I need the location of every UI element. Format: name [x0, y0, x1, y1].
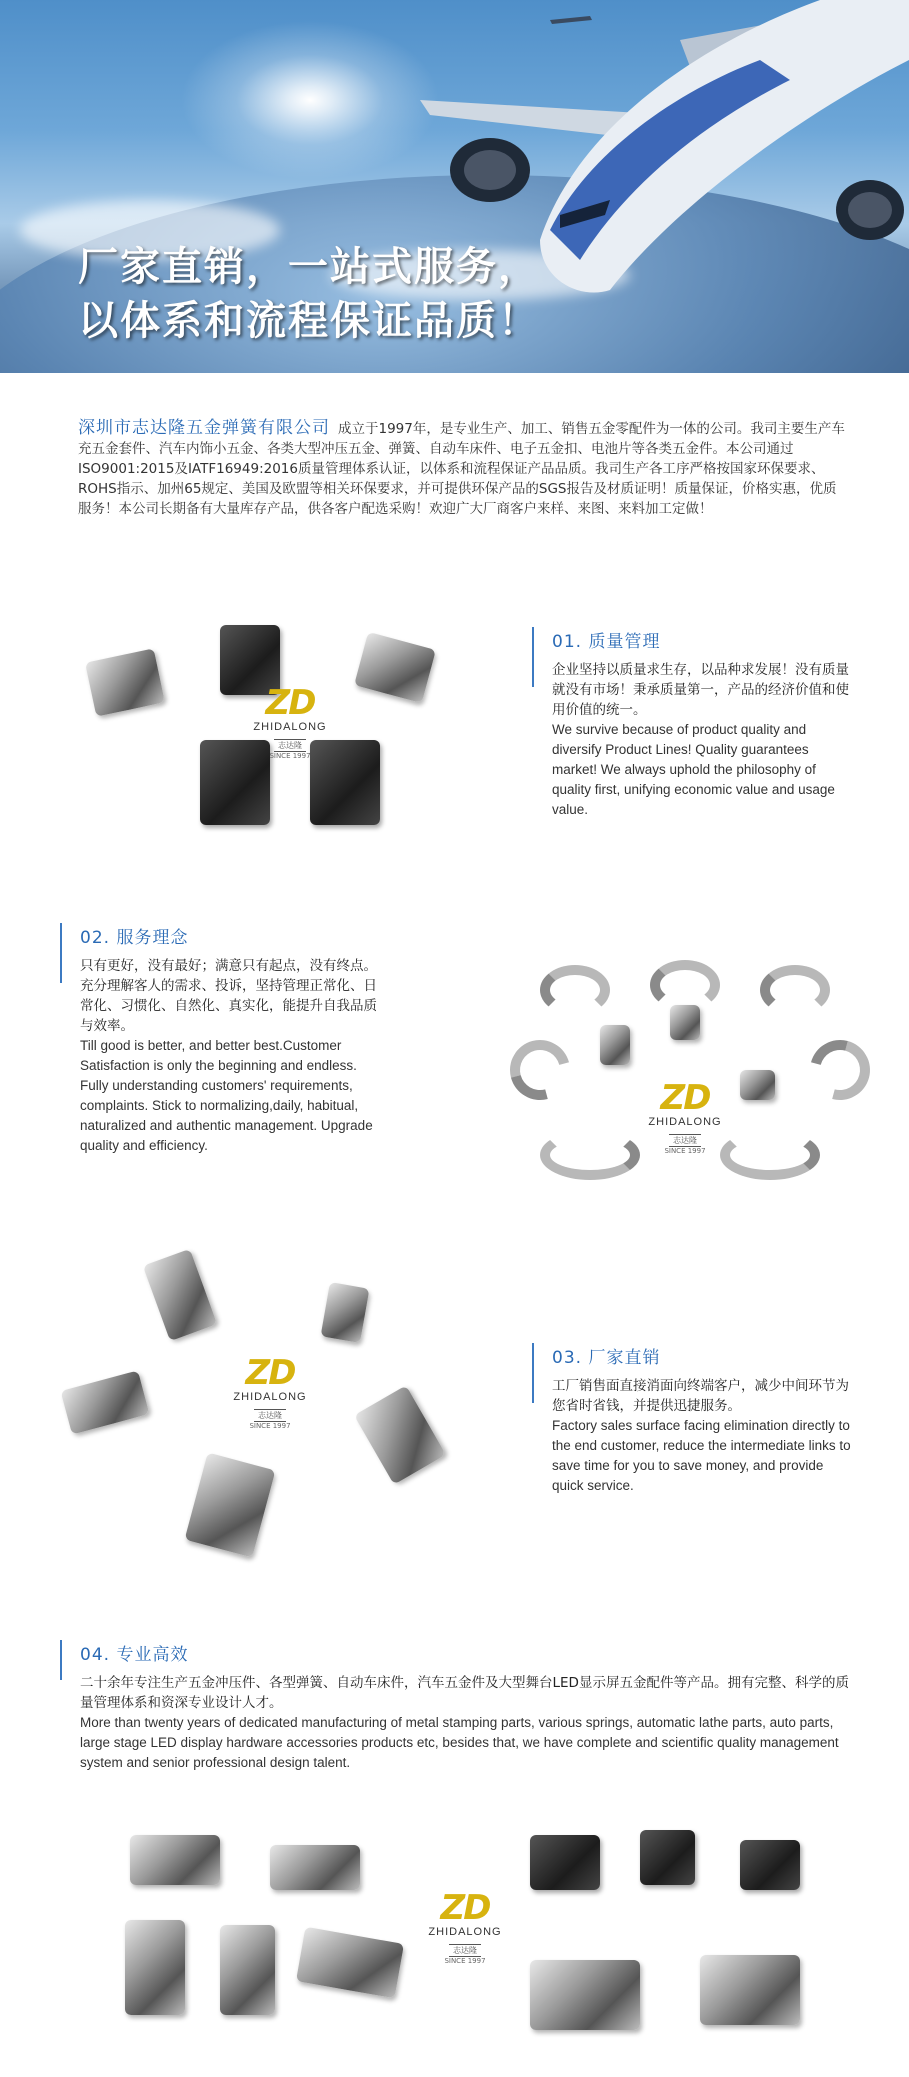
- spring-clip: [185, 1452, 276, 1557]
- section-accent-bar: [60, 1640, 62, 1680]
- section-text-en: More than twenty years of dedicated manufacturing of metal stamping parts, various springs, automatic lathe parts, auto parts, large stage LED display hardware accessories products etc, besides that, we have complete and scientific quality management system and senior professional design talent.: [80, 1715, 839, 1770]
- spring-clip: [600, 1025, 630, 1065]
- section-text-zh: 二十余年专注生产五金冲压件、各型弹簧、自动车床件，汽车五金件及大型舞台LED显示屏五金配件等产品。拥有完整、科学的质量管理体系和资深专业设计人才。: [80, 1675, 849, 1711]
- zhidalong-logo: [225, 1355, 315, 1430]
- company-intro: [78, 418, 848, 519]
- section-accent-bar: [60, 923, 62, 983]
- spring-clip: [740, 1070, 775, 1100]
- clip-part: [530, 1835, 600, 1890]
- bracket-part: [270, 1845, 360, 1890]
- product-image-1: [80, 615, 480, 845]
- spring-clip: [61, 1370, 150, 1434]
- ring-clip: [540, 1130, 640, 1180]
- spring-clip: [670, 1005, 700, 1040]
- ring-clip: [760, 965, 830, 1015]
- product-image-2: [500, 960, 880, 1200]
- section-service: [60, 923, 380, 1183]
- section-text-en: Factory sales surface facing elimination directly to the end customer, reduce the intermediate links to save time for you to save money, and provide quick service.: [552, 1418, 851, 1493]
- logo-since: SINCE 1997: [444, 1957, 486, 1965]
- section-text-zh: 只有更好，没有最好；满意只有起点，没有终点。充分理解客人的需求、投诉，坚持管理正常化、日常化、习惯化、自然化、真实化，能提升自我品质与效率。: [80, 958, 377, 1034]
- logo-mark: ZD: [245, 1353, 295, 1393]
- section-text-en: Till good is better, and better best.Customer Satisfaction is only the beginning and endless. Fully understanding customers' requirements, complaints. Stick to normalizing,daily, habitual, naturalized and authentic management. Upgrade quality and efficiency.: [80, 1038, 373, 1153]
- clip-part: [700, 1955, 800, 2025]
- logo-cn: 志达隆: [669, 1134, 701, 1147]
- ring-clip: [499, 1029, 581, 1111]
- zhidalong-logo: [420, 1890, 510, 1965]
- product-image-4: [110, 1825, 830, 2065]
- logo-cn: 志达隆: [274, 739, 306, 752]
- logo-since: SINCE 1997: [269, 752, 311, 760]
- clip-part: [85, 648, 165, 716]
- section-text-zh: 工厂销售面直接消面向终端客户，减少中间环节为您省时省钱，并提供迅捷服务。: [552, 1378, 849, 1414]
- clip-part: [640, 1830, 695, 1885]
- logo-brand: ZHIDALONG: [648, 1116, 722, 1128]
- clip-part: [530, 1960, 640, 2030]
- spring-clip: [143, 1249, 217, 1341]
- section-professional: [60, 1640, 850, 1790]
- section-text-en: We survive because of product quality and diversify Product Lines! Quality guarantees market! We always uphold the philosophy of quality first, unifying economic value and usage value.: [552, 722, 835, 817]
- clip-part: [740, 1840, 800, 1890]
- logo-mark: ZD: [440, 1888, 490, 1928]
- logo-cn: 志达隆: [254, 1409, 286, 1422]
- zhidalong-logo: [640, 1080, 730, 1155]
- intro-body: 成立于1997年，是专业生产、加工、销售五金零配件为一体的公司。我司主要生产车充五金套件、汽车内饰小五金、各类大型冲压五金、弹簧、自动车床件、电子五金扣、电池片等各类五金件。本公司通过ISO9001:2015及IATF16949:2016质量管理体系认证，以体系和流程保证产品品质。我司生产各工序严格按国家环保要求、ROHS指示、加州65规定、美国及欧盟等相关环保要求，并可提供环保产品的SGS报告及材质证明！质量保证，价格实惠，优质服务！本公司长期备有大量库存产品，供各客户配选采购！欢迎广大厂商客户来样、来图、来料加工定做！: [78, 421, 845, 517]
- logo-cn: 志达隆: [449, 1944, 481, 1957]
- ring-clip: [650, 960, 720, 1010]
- clip-part: [354, 632, 436, 703]
- spring-clip: [321, 1282, 370, 1343]
- section-accent-bar: [532, 627, 534, 687]
- ring-clip: [540, 965, 610, 1015]
- logo-since: SINCE 1997: [664, 1147, 706, 1155]
- ring-clip: [720, 1130, 820, 1180]
- section-heading: 03. 厂家直销: [552, 1348, 661, 1368]
- spring-clip: [354, 1385, 446, 1484]
- banner-line-1: 厂家直销，一站式服务，: [78, 244, 540, 290]
- section-heading: 04. 专业高效: [80, 1645, 189, 1665]
- logo-mark: ZD: [660, 1078, 710, 1118]
- section-direct-sales: [532, 1343, 852, 1523]
- bracket-part: [296, 1927, 404, 1999]
- logo-since: SINCE 1997: [249, 1422, 291, 1430]
- bracket-part: [130, 1835, 220, 1885]
- section-quality: [532, 627, 852, 837]
- company-name: 深圳市志达隆五金弹簧有限公司: [78, 418, 330, 438]
- logo-brand: ZHIDALONG: [253, 721, 327, 733]
- banner-heading: [78, 240, 540, 348]
- logo-brand: ZHIDALONG: [233, 1391, 307, 1403]
- section-text-zh: 企业坚持以质量求生存，以品种求发展！没有质量就没有市场！秉承质量第一，产品的经济价值和使用价值的统一。: [552, 662, 849, 718]
- hero-banner: [0, 0, 909, 373]
- bracket-part: [125, 1920, 185, 2015]
- zhidalong-logo: [245, 685, 335, 760]
- section-accent-bar: [532, 1343, 534, 1403]
- section-heading: 01. 质量管理: [552, 632, 661, 652]
- ring-clip: [799, 1029, 881, 1111]
- banner-line-2: 以体系和流程保证品质！: [78, 298, 540, 344]
- section-heading: 02. 服务理念: [80, 928, 189, 948]
- bracket-part: [220, 1925, 275, 2015]
- product-image-3: [55, 1245, 475, 1565]
- logo-mark: ZD: [265, 683, 315, 723]
- logo-brand: ZHIDALONG: [428, 1926, 502, 1938]
